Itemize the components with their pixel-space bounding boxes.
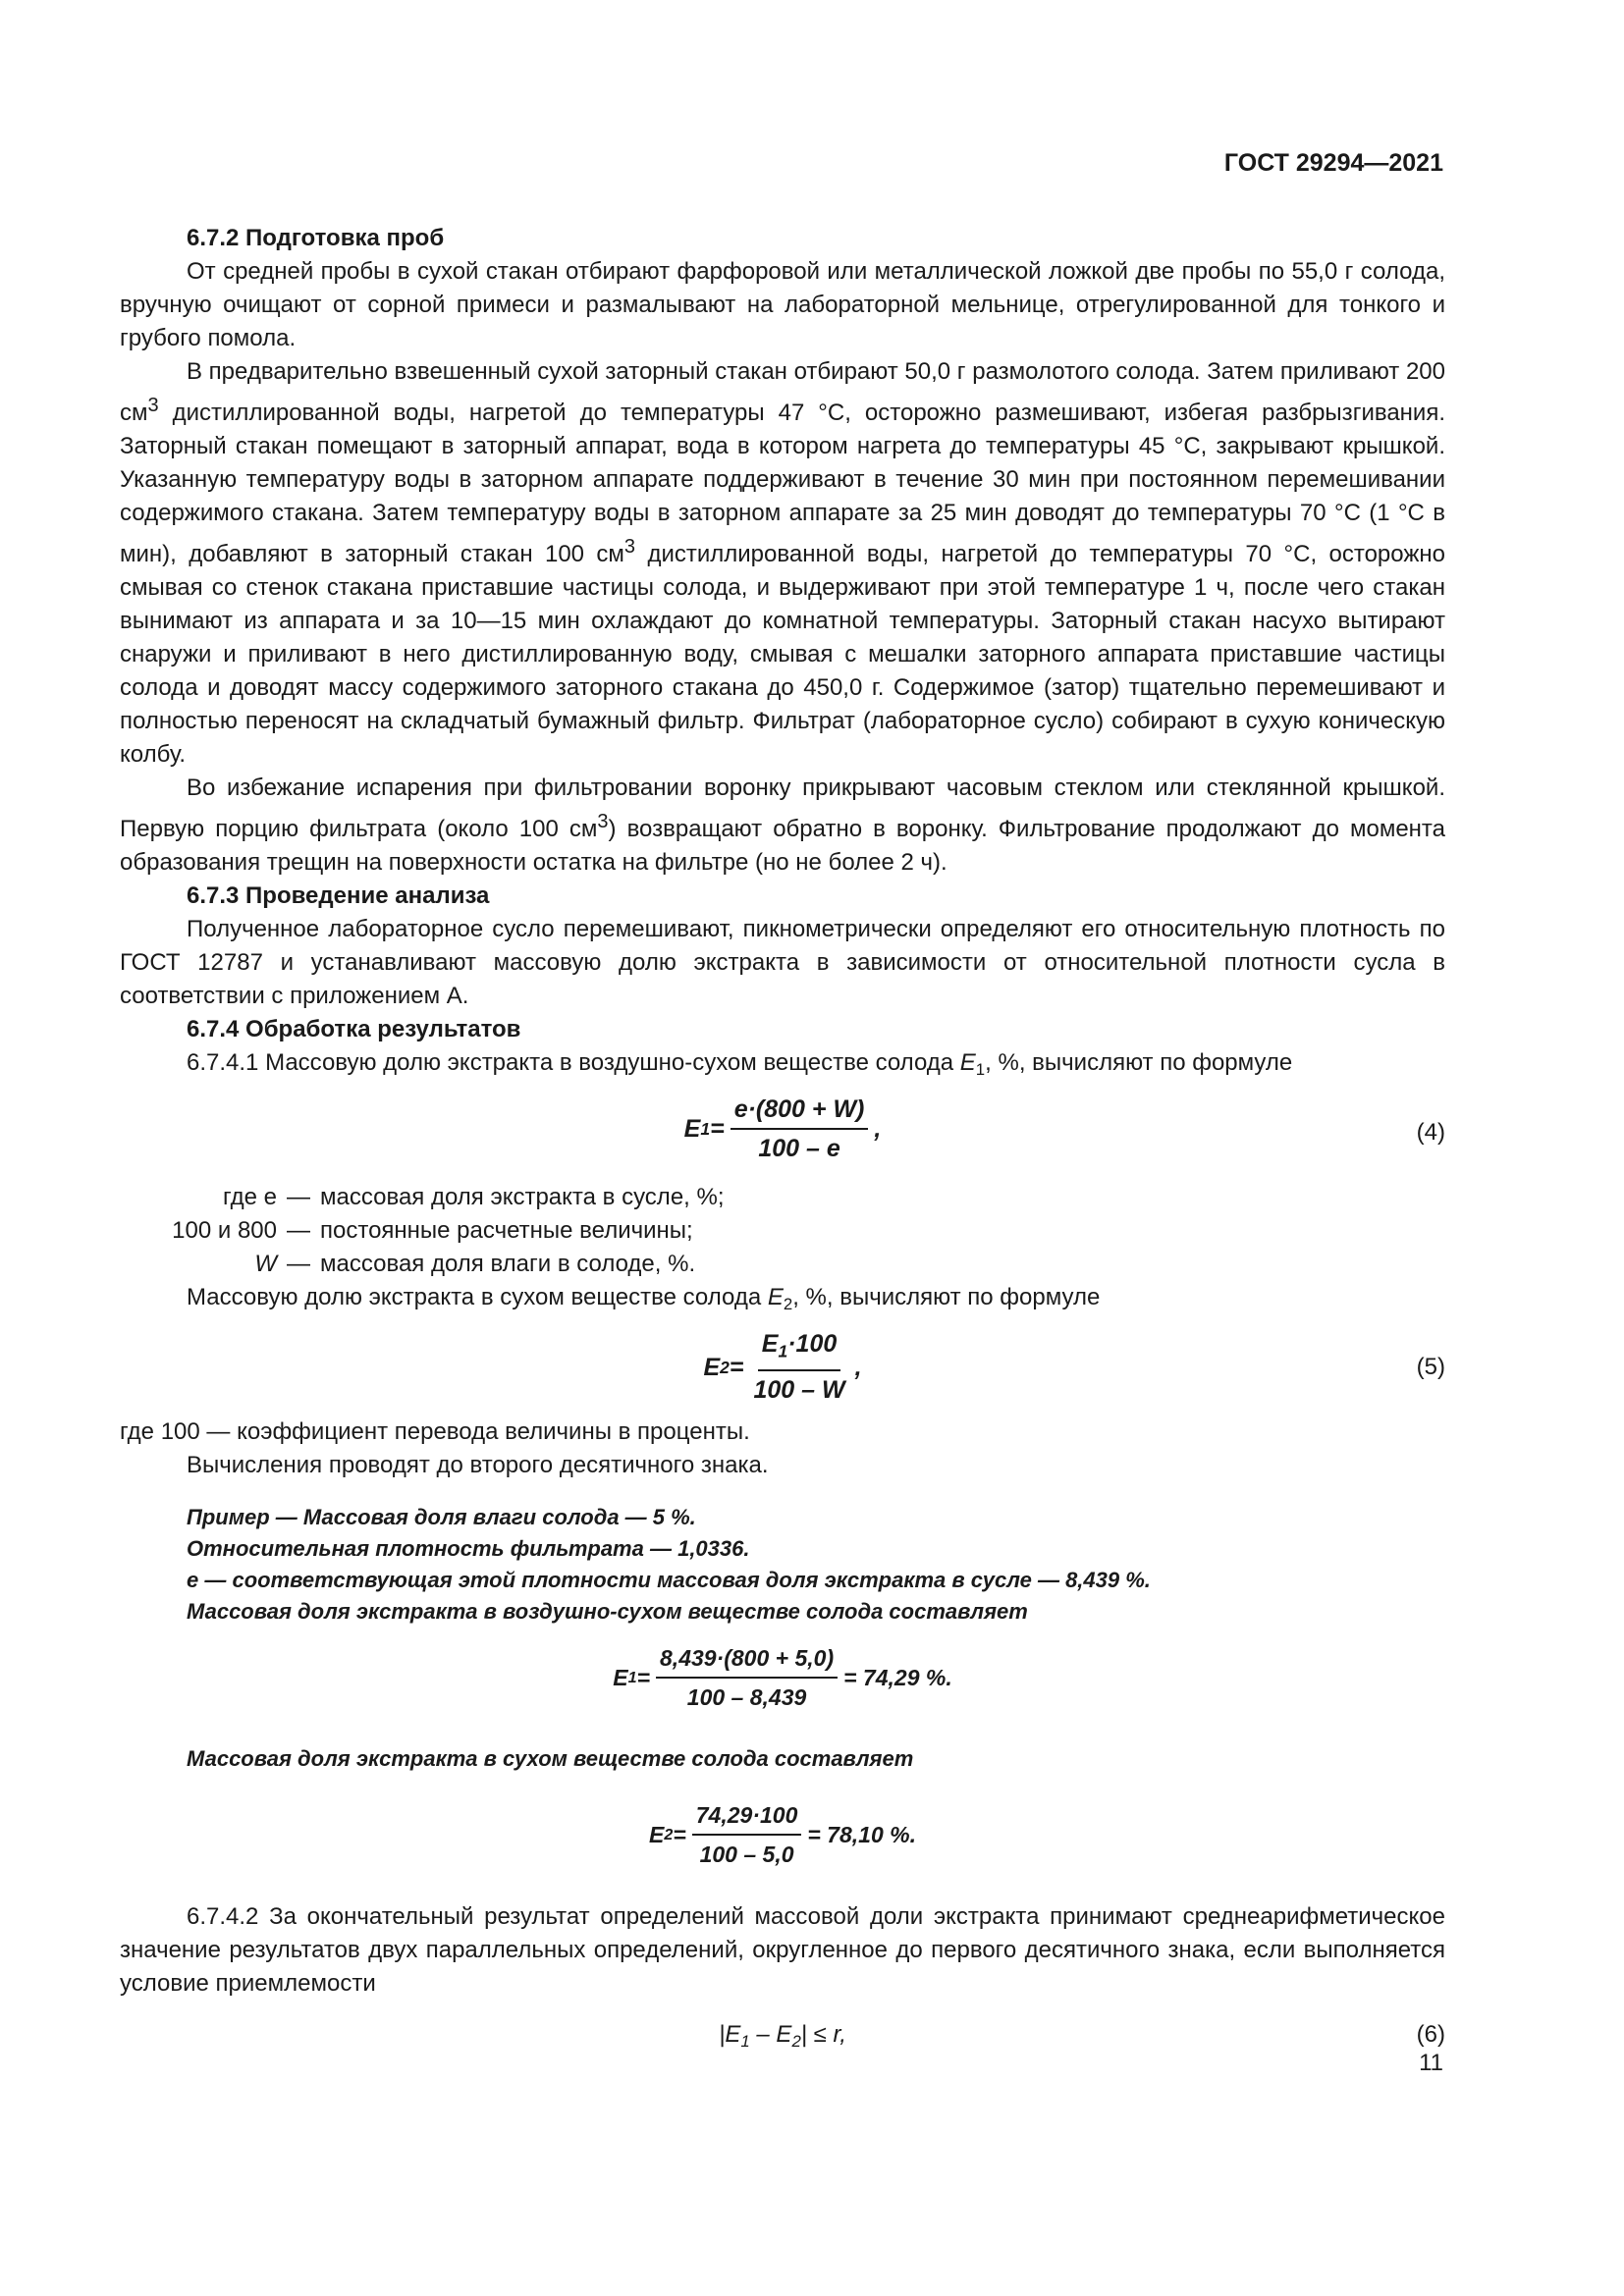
example-formula-2: E 2 = $\frac{74,29\cdot 100}{100 - 5,0}$ = 78,10 %. [120, 1798, 1445, 1871]
section-heading-6-7-2: 6.7.2 Подготовка проб [187, 225, 445, 251]
example-formula-1: E 1 = $\frac{8,439\cdot(800 + 5,0)}{100 - 8,439}$ = 74,29 %. [120, 1641, 1445, 1714]
paragraph: От средней пробы в сухой стакан отбирают фарфоровой или металлической ложкой две пробы по 55,0 г солода, вручную очищают от сорной примеси и размалывают на лабораторной мельнице, отрегулированной для тонкого и грубого помола. [120, 258, 1445, 351]
formula-4: E 1 = $\frac{e\cdot(800 + W)}{100 - e}$ , (4) [120, 1093, 1445, 1169]
document-body [120, 222, 1445, 2077]
standard-header: ГОСТ 29294—2021 [1223, 149, 1443, 177]
paragraph: Полученное лабораторное сусло перемешивают, пикнометрически определяют его относительную плотность по ГОСТ 12787 и устанавливают массовую долю экстракта в зависимости от относительной плотности сусла в соответствии с приложением А. [120, 916, 1445, 1009]
section-heading-6-7-4: 6.7.4 Обработка результатов [187, 1016, 521, 1042]
formula-number: (5) [1416, 1354, 1445, 1381]
formula-number: (6) [1416, 2021, 1445, 2049]
paragraph: Массовую долю экстракта в сухом веществе солода $E_2$, %, вычисляют по формуле [187, 1284, 1101, 1314]
paragraph: Во избежание испарения при фильтровании воронку прикрывают часовым стеклом или стеклянной крышкой. Первую порцию фильтрата (около 100 $см^3$) возвращают обратно в воронку. Фильтрование продолжают до момента образования трещин на поверхности остатка на фильтре (но не более 2 ч). [120, 774, 1445, 876]
example-block: Пример — Массовая доля влаги солода — 5 %. Относительная плотность фильтрата — 1,0336. е — соответствующая этой плотности массовая доля экстракта в сусле — 8,439 %. Массовая доля экстракта в воздушно-сухом веществе солода составляет [187, 1505, 1151, 1625]
formula-6: $|E_1 - E_2| \le r$, (6) [120, 2010, 1445, 2065]
paragraph: В предварительно взвешенный сухой заторный стакан отбирают 50,0 г размолотого солода. Затем приливают 200 $см^3$ дистиллированной воды, нагретой до температуры 47 °С, осторожно размешивают, избегая разбрызгивания. Заторный стакан помещают в заторный аппарат, вода в котором нагрета до температуры 45 °С, закрывают крышкой. Указанную температуру воды в заторном аппарате поддерживают в течение 30 мин при постоянном перемешивании содержимого стакана. Затем температуру воды в заторном аппарате за 25 мин доводят до температуры 70 °С (1 °С в мин), добавляют в заторный стакан 100 $см^3$ дистиллированной воды, нагретой до температуры 70 °С, осторожно смывая со стенок стакана приставшие частицы солода, и выдерживают при этой температуре 1 ч, после чего стакан вынимают из аппарата и за 10—15 мин охлаждают до комнатной температуры. Заторный стакан насухо вытирают снаружи и приливают в него дистиллированную воду, смывая с мешалки заторного аппарата приставшие частицы солода и доводят массу содержимого заторного стакана до 450,0 г. Содержимое (затор) тщательно перемешивают и полностью переносят на складчатый бумажный фильтр. Фильтрат (лабораторное сусло) собирают в сухую коническую колбу. [120, 358, 1446, 768]
paragraph: где 100 — коэффициент перевода величины в проценты. [120, 1418, 750, 1446]
formula-number: (4) [1416, 1119, 1445, 1147]
paragraph: 6.7.4.1 Массовую долю экстракта в воздушно-сухом веществе солода $E_1$, %, вычисляют по формуле [187, 1049, 1293, 1080]
formula-legend: где e — массовая доля экстракта в сусле, %; 100 и 800 — постоянные расчетные величины; W — массовая доля влаги в солоде, %. [172, 1184, 725, 1278]
paragraph: Вычисления проводят до второго десятичного знака. [187, 1452, 769, 1479]
page-number: 11 [1419, 2050, 1443, 2076]
section-heading-6-7-3: 6.7.3 Проведение анализа [187, 882, 490, 909]
formula-5: E 2 = $\frac{E_1\cdot 100}{100 - W}$ , (5) [120, 1327, 1445, 1404]
paragraph: 6.7.4.2 За окончательный результат определений массовой доли экстракта принимают среднеарифметическое значение результатов двух параллельных определений, округленное до первого десятичного знака, если выполняется условие приемлемости [120, 1903, 1445, 1998]
example-text: Массовая доля экстракта в сухом веществе солода составляет [187, 1746, 914, 1772]
